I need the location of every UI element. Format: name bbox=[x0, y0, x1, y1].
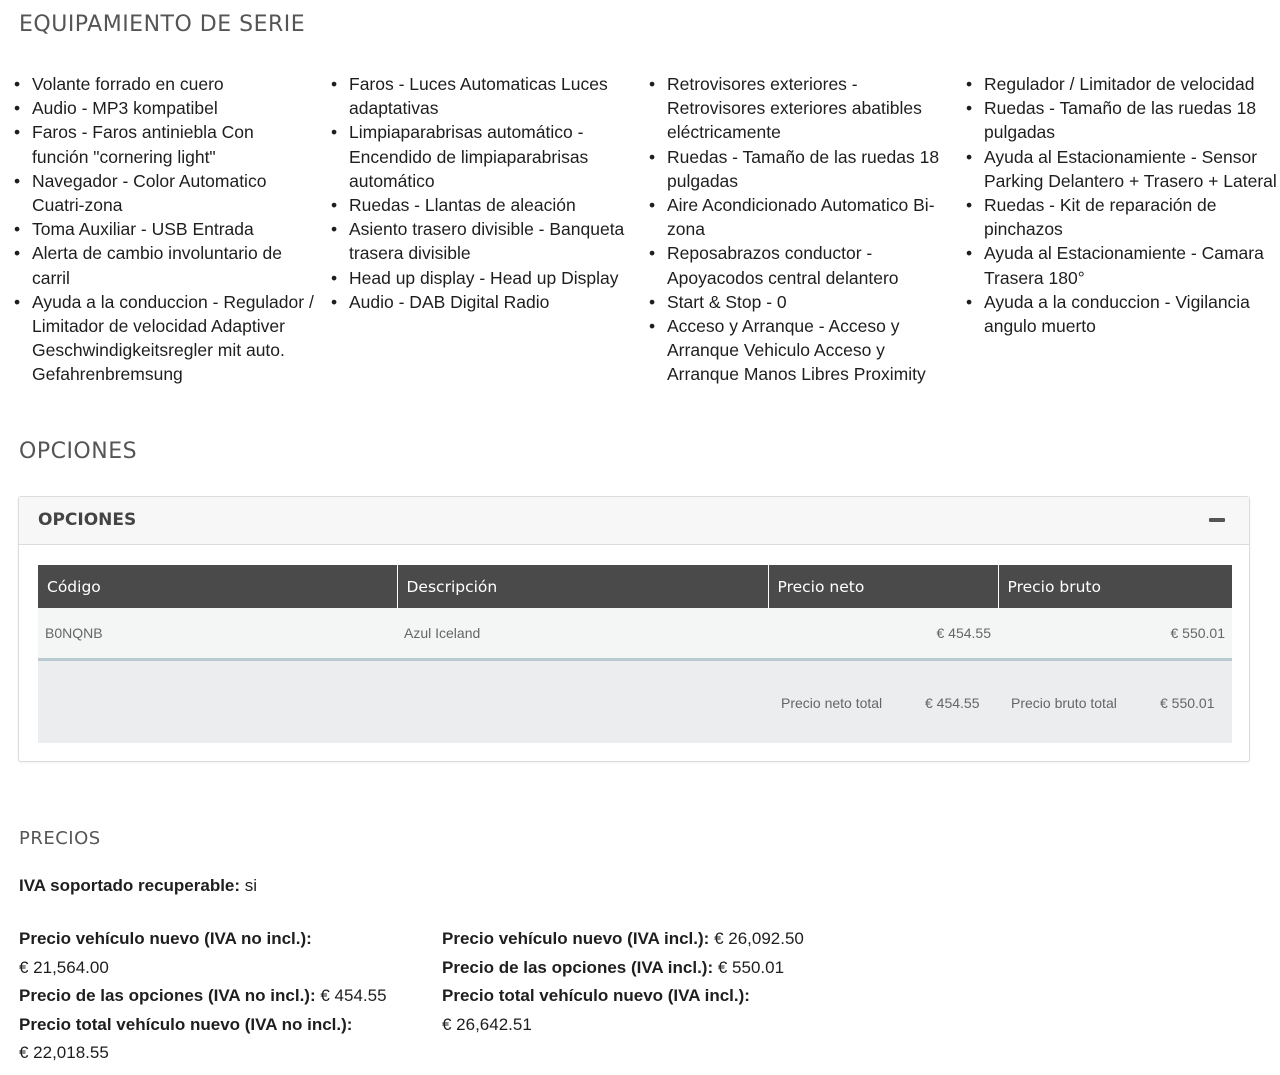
column-header-precio-bruto: Precio bruto bbox=[998, 565, 1232, 608]
list-item: • Navegador - Color Automatico Cuatri-zona bbox=[14, 169, 314, 217]
column-header-precio-neto: Precio neto bbox=[768, 565, 998, 608]
iva-label: IVA soportado recuperable: bbox=[19, 876, 241, 895]
list-item: • Ayuda a la conduccion - Regulador / Limitador de velocidad Adaptiver Geschwindigkeitsregler mit auto. Gefahrenbremsung bbox=[14, 290, 314, 387]
precio-total-incl-value: € 26,642.51 bbox=[442, 1014, 532, 1034]
list-item: • Ayuda al Estacionamiente - Sensor Parking Delantero + Trasero + Lateral bbox=[966, 145, 1280, 193]
equipamiento-title: EQUIPAMIENTO DE SERIE bbox=[19, 12, 306, 37]
list-item: • Ayuda al Estacionamiente - Camara Trasera 180° bbox=[966, 241, 1280, 289]
list-item: • Faros - Luces Automaticas Luces adaptativas bbox=[331, 72, 631, 120]
precio-opciones-label: Precio de las opciones (IVA no incl.): bbox=[19, 986, 316, 1006]
precio-nuevo-incl-value: € 26,092.50 bbox=[714, 929, 804, 948]
list-item: • Start & Stop - 0 bbox=[649, 290, 949, 314]
cell-codigo: B0NQNB bbox=[38, 608, 397, 660]
list-item: • Reposabrazos conductor - Apoyacodos central delantero bbox=[649, 241, 949, 289]
precio-nuevo-label: Precio vehículo nuevo (IVA no incl.): bbox=[19, 929, 312, 948]
total-neto-label: Precio neto total bbox=[781, 695, 883, 711]
precio-total-label: Precio total vehículo nuevo (IVA no incl.): bbox=[19, 1014, 353, 1034]
total-bruto-label: Precio bruto total bbox=[1011, 695, 1117, 711]
equipamiento-column-4 bbox=[952, 72, 1280, 338]
table-header-row bbox=[38, 565, 1232, 608]
column-header-descripcion: Descripción bbox=[397, 565, 768, 608]
total-bruto-value: € 550.01 bbox=[1160, 695, 1215, 711]
collapse-minus-icon[interactable] bbox=[1209, 518, 1225, 522]
list-item: • Faros - Faros antiniebla Con función "cornering light" bbox=[14, 120, 314, 168]
list-item: • Retrovisores exteriores - Retrovisores exteriores abatibles eléctricamente bbox=[649, 72, 949, 145]
cell-precio-bruto: € 550.01 bbox=[998, 608, 1232, 660]
cell-descripcion: Azul Iceland bbox=[397, 608, 768, 660]
list-item: • Limpiaparabrisas automático - Encendido de limpiaparabrisas automático bbox=[331, 120, 631, 193]
cell-precio-neto: € 454.55 bbox=[768, 608, 998, 660]
list-item: • Volante forrado en cuero bbox=[14, 72, 314, 96]
list-item: • Ruedas - Llantas de aleación bbox=[331, 193, 631, 217]
list-item: • Acceso y Arranque - Acceso y Arranque Vehiculo Acceso y Arranque Manos Libres Proximity bbox=[649, 314, 949, 387]
prices-iva-no-incl bbox=[19, 925, 419, 1068]
list-item: • Alerta de cambio involuntario de carril bbox=[14, 241, 314, 289]
precio-total-incl-label: Precio total vehículo nuevo (IVA incl.): bbox=[442, 986, 750, 1006]
total-neto-value: € 454.55 bbox=[925, 695, 980, 711]
list-item: • Ayuda a la conduccion - Vigilancia angulo muerto bbox=[966, 290, 1280, 338]
equipamiento-column-2 bbox=[317, 72, 631, 314]
opciones-section-title: OPCIONES bbox=[19, 439, 138, 464]
list-item: • Aire Acondicionado Automatico Bi-zona bbox=[649, 193, 949, 241]
opciones-panel-title: OPCIONES bbox=[38, 510, 137, 530]
opciones-panel-header[interactable] bbox=[19, 497, 1249, 545]
precio-opciones-incl-value: € 550.01 bbox=[717, 957, 785, 977]
list-item: • Ruedas - Kit de reparación de pinchazos bbox=[966, 193, 1280, 241]
equipamiento-column-1 bbox=[0, 72, 314, 387]
table-row bbox=[38, 608, 1232, 660]
opciones-table bbox=[38, 565, 1232, 661]
precio-nuevo-incl-label: Precio vehículo nuevo (IVA incl.): bbox=[442, 929, 710, 948]
precio-total-value: € 22,018.55 bbox=[19, 1043, 109, 1063]
list-item: • Audio - MP3 kompatibel bbox=[14, 96, 314, 120]
precio-opciones-incl-label: Precio de las opciones (IVA incl.): bbox=[442, 957, 714, 977]
list-item: • Regulador / Limitador de velocidad bbox=[966, 72, 1280, 96]
list-item: • Ruedas - Tamaño de las ruedas 18 pulgadas bbox=[966, 96, 1280, 144]
precio-nuevo-value: € 21,564.00 bbox=[19, 957, 109, 977]
column-header-codigo: Código bbox=[38, 565, 397, 608]
iva-value: si bbox=[244, 876, 258, 895]
equipamiento-column-3 bbox=[635, 72, 949, 387]
opciones-totals bbox=[38, 661, 1232, 743]
prices-iva-incl bbox=[442, 925, 842, 1039]
list-item: • Audio - DAB Digital Radio bbox=[331, 290, 631, 314]
precios-title: PRECIOS bbox=[19, 828, 101, 849]
opciones-panel bbox=[18, 496, 1250, 762]
list-item: • Ruedas - Tamaño de las ruedas 18 pulgadas bbox=[649, 145, 949, 193]
list-item: • Asiento trasero divisible - Banqueta trasera divisible bbox=[331, 217, 631, 265]
list-item: • Toma Auxiliar - USB Entrada bbox=[14, 217, 314, 241]
iva-line bbox=[19, 876, 257, 896]
list-item: • Head up display - Head up Display bbox=[331, 266, 631, 290]
precio-opciones-value: € 454.55 bbox=[320, 986, 387, 1006]
